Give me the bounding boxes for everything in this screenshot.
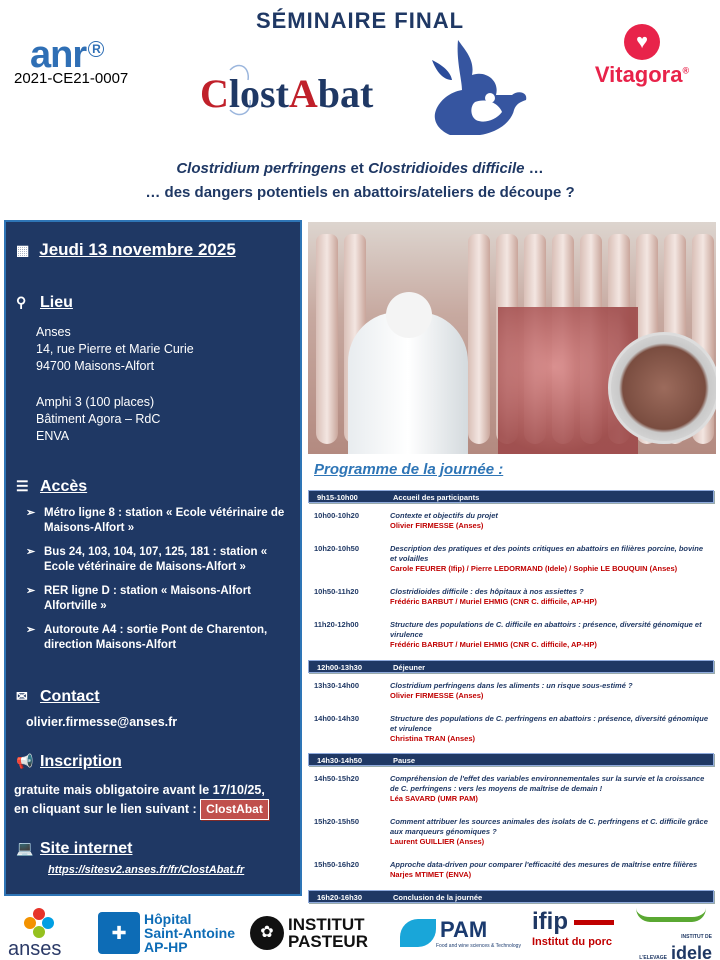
acces-list bbox=[26, 506, 298, 662]
lieu-room: Amphi 3 (100 places) Bâtiment Agora – RdC ENVA bbox=[36, 395, 161, 443]
programme-talk-row: 10h20-10h50 Description des pratiques et des points critiques en abattoirs en filières porcine, bovine et volailles Carole FEURER (Ifip) / Pierre LEDORMAND (Idele) / Sophie LE BOUQUIN (Anses) bbox=[314, 544, 703, 573]
inscription-heading: 📢 Inscription bbox=[16, 753, 122, 770]
carcass-shape bbox=[316, 234, 338, 444]
vitagora-heart-icon: ♥ bbox=[624, 24, 660, 60]
hospital-icon: ✚ bbox=[98, 912, 140, 954]
programme-break-row: 16h20-16h30 Conclusion de la journée bbox=[308, 890, 714, 903]
partner-logos bbox=[0, 902, 720, 960]
institut-pasteur-logo: ✿ INSTITUT PASTEUR bbox=[250, 908, 368, 958]
lieu-heading: ⚲ Lieu bbox=[16, 294, 73, 311]
slaughterhouse-photo bbox=[308, 222, 716, 454]
seminar-subtitle: Clostridium perfringens et Clostridioides difficile … … des dangers potentiels en abattoirs/ateliers de découpe ? bbox=[145, 160, 575, 201]
programme-talk-row: 10h50-11h20 Clostridioides difficile : des hôpitaux à nos assiettes ? Frédéric BARBUT / Muriel EHMIG (CNR C. difficile, AP-HP) bbox=[314, 587, 597, 606]
idele-swoosh-icon bbox=[636, 908, 706, 922]
anses-logo: anses bbox=[8, 908, 88, 958]
programme-talk-row: 14h50-15h20 Compréhension de l'effet des variables environnementales sur la survie et la croissance de C. perfringens : vers les moyens de maîtrise de demain ! Léa SAVARD (UMR PAM) bbox=[314, 774, 705, 803]
hopital-saint-antoine-logo: ✚ Hôpital Saint-Antoine AP-HP bbox=[98, 908, 235, 958]
ifip-logo: ifip Institut du porc bbox=[532, 908, 613, 948]
acces-item: ➢ Bus 24, 103, 104, 107, 125, 181 : station « Ecole vétérinaire de Maisons-Alfort » bbox=[26, 545, 298, 575]
lieu-address: Anses 14, rue Pierre et Marie Curie 94700 Maisons-Alfort bbox=[36, 325, 194, 373]
vitagora-wordmark: Vitagora® bbox=[594, 62, 690, 87]
location-pin-icon: ⚲ bbox=[16, 294, 27, 310]
event-date: ▦ Jeudi 13 novembre 2025 bbox=[16, 240, 236, 259]
seminar-title: SÉMINAIRE FINAL bbox=[255, 8, 465, 33]
programme-talk-row: 15h50-16h20 Approche data-driven pour comparer l'efficacité des mesures de maîtrise entre filières Narjes MTIMET (ENVA) bbox=[314, 860, 698, 879]
programme-break-row: 9h15-10h00 Accueil des participants bbox=[308, 490, 714, 503]
carcass-shape bbox=[468, 234, 490, 444]
megaphone-icon: 📢 bbox=[16, 753, 34, 769]
programme-talk-row: 15h20-15h50 Comment attribuer les sources animales des isolats de C. perfringens et C. difficile grâce aux marqueurs génomiques ? Laurent GUILLIER (Anses) bbox=[314, 817, 708, 846]
laptop-icon: 💻 bbox=[16, 840, 34, 856]
registration-link-button[interactable]: ClostAbat bbox=[200, 799, 269, 820]
pasteur-emblem-icon: ✿ bbox=[250, 916, 284, 950]
registered-mark-icon: R bbox=[88, 41, 104, 57]
contact-heading: ✉ Contact bbox=[16, 688, 100, 705]
programme-talk-row: 14h00-14h30 Structure des populations de C. perfringens en abattoirs : présence, diversité génomique et virulence Christina TRAN (Anses) bbox=[314, 714, 708, 743]
programme-talk-row: 13h30-14h00 Clostridium perfringens dans les aliments : un risque sous-estimé ? Olivier FIRMESSE (Anses) bbox=[314, 681, 633, 700]
anr-project-code: 2021-CE21-0007 bbox=[14, 70, 129, 87]
pam-leaf-icon bbox=[400, 919, 436, 947]
list-icon: ☰ bbox=[16, 478, 29, 494]
contact-email[interactable]: olivier.firmesse@anses.fr bbox=[26, 715, 178, 729]
worker-helmet bbox=[386, 292, 432, 338]
acces-heading: ☰ Accès bbox=[16, 478, 88, 495]
acces-item: ➢ Métro ligne 8 : station « Ecole vétérinaire de Maisons-Alfort » bbox=[26, 506, 298, 536]
anses-flower-icon bbox=[24, 908, 54, 938]
info-panel bbox=[4, 220, 302, 896]
anr-logo-text: anr bbox=[30, 34, 87, 76]
site-url-link[interactable]: https://sitesv2.anses.fr/fr/ClostAbat.fr bbox=[48, 864, 245, 876]
programme-title: Programme de la journée : bbox=[314, 461, 504, 478]
envelope-icon: ✉ bbox=[16, 688, 28, 704]
calendar-icon: ▦ bbox=[16, 242, 30, 258]
acces-item: ➢ RER ligne D : station « Maisons-Alfort Alfortville » bbox=[26, 584, 298, 614]
programme-table bbox=[308, 490, 716, 903]
inscription-text: gratuite mais obligatoire avant le 17/10/25, en cliquant sur le lien suivant : ClostAbat bbox=[14, 782, 298, 820]
pam-logo: PAM Food and wine sciences & Technology bbox=[400, 908, 521, 958]
programme-break-row: 12h00-13h30 Déjeuner bbox=[308, 660, 714, 673]
site-heading: 💻 Site internet bbox=[16, 840, 133, 857]
petri-dish bbox=[608, 332, 716, 444]
idele-logo: INSTITUT DE L'ELEVAGE idele bbox=[636, 908, 712, 958]
programme-talk-row: 10h00-10h20 Contexte et objectifs du projet Olivier FIRMESSE (Anses) bbox=[314, 511, 498, 530]
vitagora-logo bbox=[572, 24, 712, 96]
clostabat-wordmark: ClostAbat bbox=[200, 71, 374, 116]
clostabat-logo bbox=[200, 40, 540, 140]
acces-item: ➢ Autoroute A4 : sortie Pont de Charenton, direction Maisons-Alfort bbox=[26, 623, 298, 653]
programme-break-row: 14h30-14h50 Pause bbox=[308, 753, 714, 766]
programme-talk-row: 11h20-12h00 Structure des populations de C. difficile en abattoirs : présence, diversité génomique et virulence Frédéric BARBUT / Muriel EHMIG (CNR C. difficile, AP-HP) bbox=[314, 620, 702, 649]
